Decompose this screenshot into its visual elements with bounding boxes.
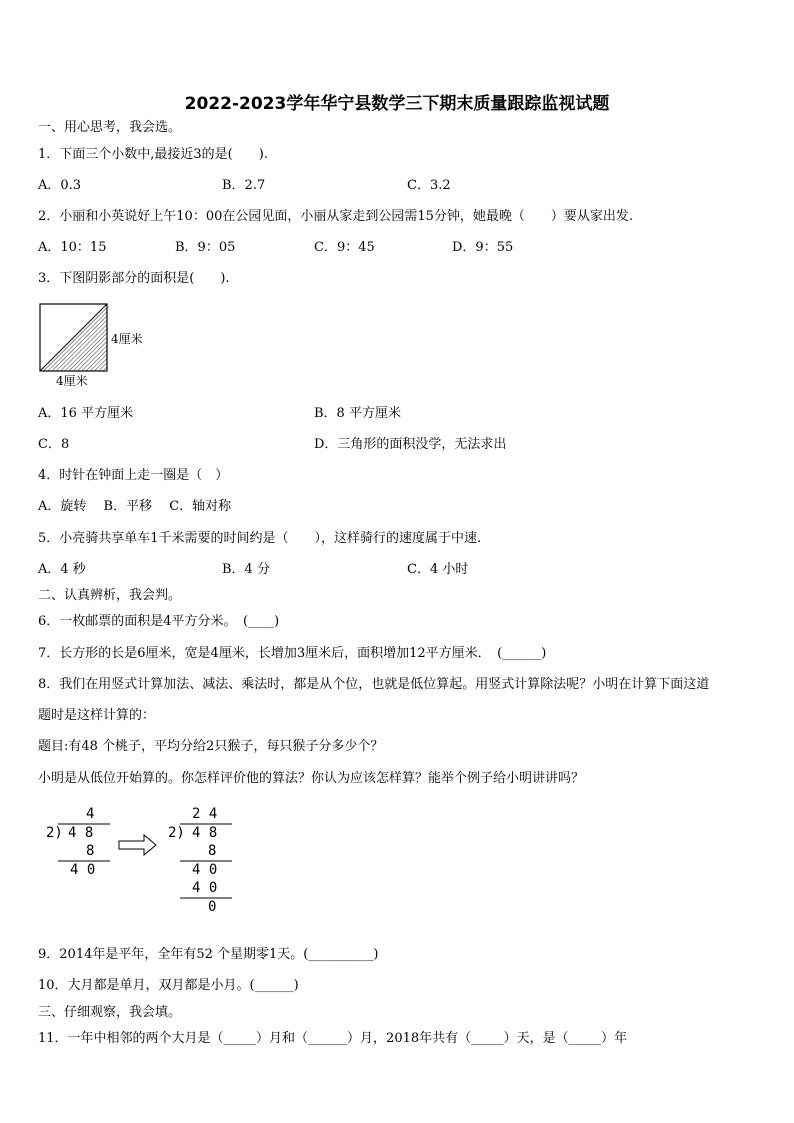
section-heading: 三、仔细观察，我会填。 bbox=[38, 1005, 182, 1020]
question-3-stem: 3．下图阴影部分的面积是( ). bbox=[38, 271, 230, 286]
side-length-label: 4厘米 bbox=[111, 332, 143, 346]
division-right-subtract-2: 4 0 bbox=[192, 880, 218, 896]
question-3-option-c[interactable]: C．8 bbox=[38, 437, 70, 452]
question-1-option-a[interactable]: A．0.3 bbox=[38, 178, 82, 193]
question-4-stem: 4．时针在钟面上走一圈是（ ） bbox=[38, 468, 229, 483]
division-right-dividend: 4 8 bbox=[192, 825, 218, 841]
question-8-text: 8．我们在用竖式计算加法、减法、乘法时，都是从个位，也就是低位算起。用竖式计算除法呢？小明在计算下面这道 bbox=[38, 677, 710, 692]
question-2-option-c[interactable]: C．9：45 bbox=[314, 240, 375, 255]
question-10: 10．大月都是单月，双月都是小月。(______) bbox=[38, 978, 299, 993]
bottom-length-label: 4厘米 bbox=[56, 374, 88, 388]
question-5-option-a[interactable]: A．4 秒 bbox=[38, 562, 86, 577]
question-5-stem: 5．小亮骑共享单车1千米需要的时间约是（ ），这样骑行的速度属于中速. bbox=[38, 531, 482, 546]
question-3-option-b[interactable]: B．8 平方厘米 bbox=[314, 406, 401, 421]
right-arrow-icon bbox=[118, 834, 158, 856]
division-right-quotient: 2 4 bbox=[192, 806, 218, 822]
division-left-subtract: 8 bbox=[86, 843, 95, 859]
division-left-remainder: 4 0 bbox=[70, 862, 96, 878]
division-left-divisor: 2) bbox=[46, 825, 63, 841]
question-1-option-c[interactable]: C．3.2 bbox=[407, 178, 451, 193]
division-right-remainder-2: 0 bbox=[208, 899, 217, 915]
question-2-stem: 2．小丽和小英说好上午10：00在公园见面，小丽从家走到公园需15分钟，她最晚（ ）要从家出发. bbox=[38, 209, 634, 224]
section-heading: 二、认真辨析，我会判。 bbox=[38, 588, 182, 603]
division-right-subtract-1: 8 bbox=[208, 843, 217, 859]
question-2-option-b[interactable]: B．9：05 bbox=[175, 240, 236, 255]
division-right-subtract-bar-2 bbox=[180, 897, 232, 899]
question-5-option-c[interactable]: C．4 小时 bbox=[407, 562, 469, 577]
question-8-problem: 题目:有48 个桃子，平均分给2只猴子，每只猴子分多少个？ bbox=[38, 739, 384, 754]
question-9: 9．2014年是平年，全年有52 个星期零1天。(__________) bbox=[38, 947, 379, 962]
shaded-square-figure bbox=[39, 303, 109, 373]
division-right-divisor: 2) bbox=[168, 825, 185, 841]
division-left-dividend: 4 8 bbox=[68, 825, 94, 841]
question-1-option-b[interactable]: B．2.7 bbox=[222, 178, 266, 193]
division-right-remainder-1: 4 0 bbox=[192, 862, 218, 878]
question-5-option-b[interactable]: B．4 分 bbox=[222, 562, 270, 577]
question-7: 7．长方形的长是6厘米，宽是4厘米，长增加3厘米后，面积增加12平方厘米． (______) bbox=[38, 646, 547, 661]
question-2-option-a[interactable]: A．10：15 bbox=[38, 240, 107, 255]
page-title: 2022-2023学年华宁县数学三下期末质量跟踪监视试题 bbox=[184, 94, 610, 114]
question-6: 6．一枚邮票的面积是4平方分米。 (____) bbox=[38, 614, 280, 629]
section-heading: 一、用心思考，我会选。 bbox=[38, 120, 182, 135]
question-8-text: 题时是这样计算的： bbox=[38, 708, 156, 723]
question-11: 11．一年中相邻的两个大月是（_____）月和（______）月，2018年共有（_____）天，是（_____）年 bbox=[38, 1031, 628, 1046]
question-3-option-a[interactable]: A．16 平方厘米 bbox=[38, 406, 134, 421]
question-2-option-d[interactable]: D．9：55 bbox=[452, 240, 514, 255]
question-8-prompt: 小明是从低位开始算的。你怎样评价他的算法？你认为应该怎样算？能举个例子给小明讲讲吗？ bbox=[38, 771, 585, 786]
division-left-quotient: 4 bbox=[86, 806, 95, 822]
question-3-option-d[interactable]: D．三角形的面积没学，无法求出 bbox=[314, 437, 507, 452]
question-1-stem: 1．下面三个小数中,最接近3的是( ). bbox=[38, 147, 268, 162]
question-4-options[interactable]: A．旋转 B．平移 C．轴对称 bbox=[38, 499, 232, 514]
